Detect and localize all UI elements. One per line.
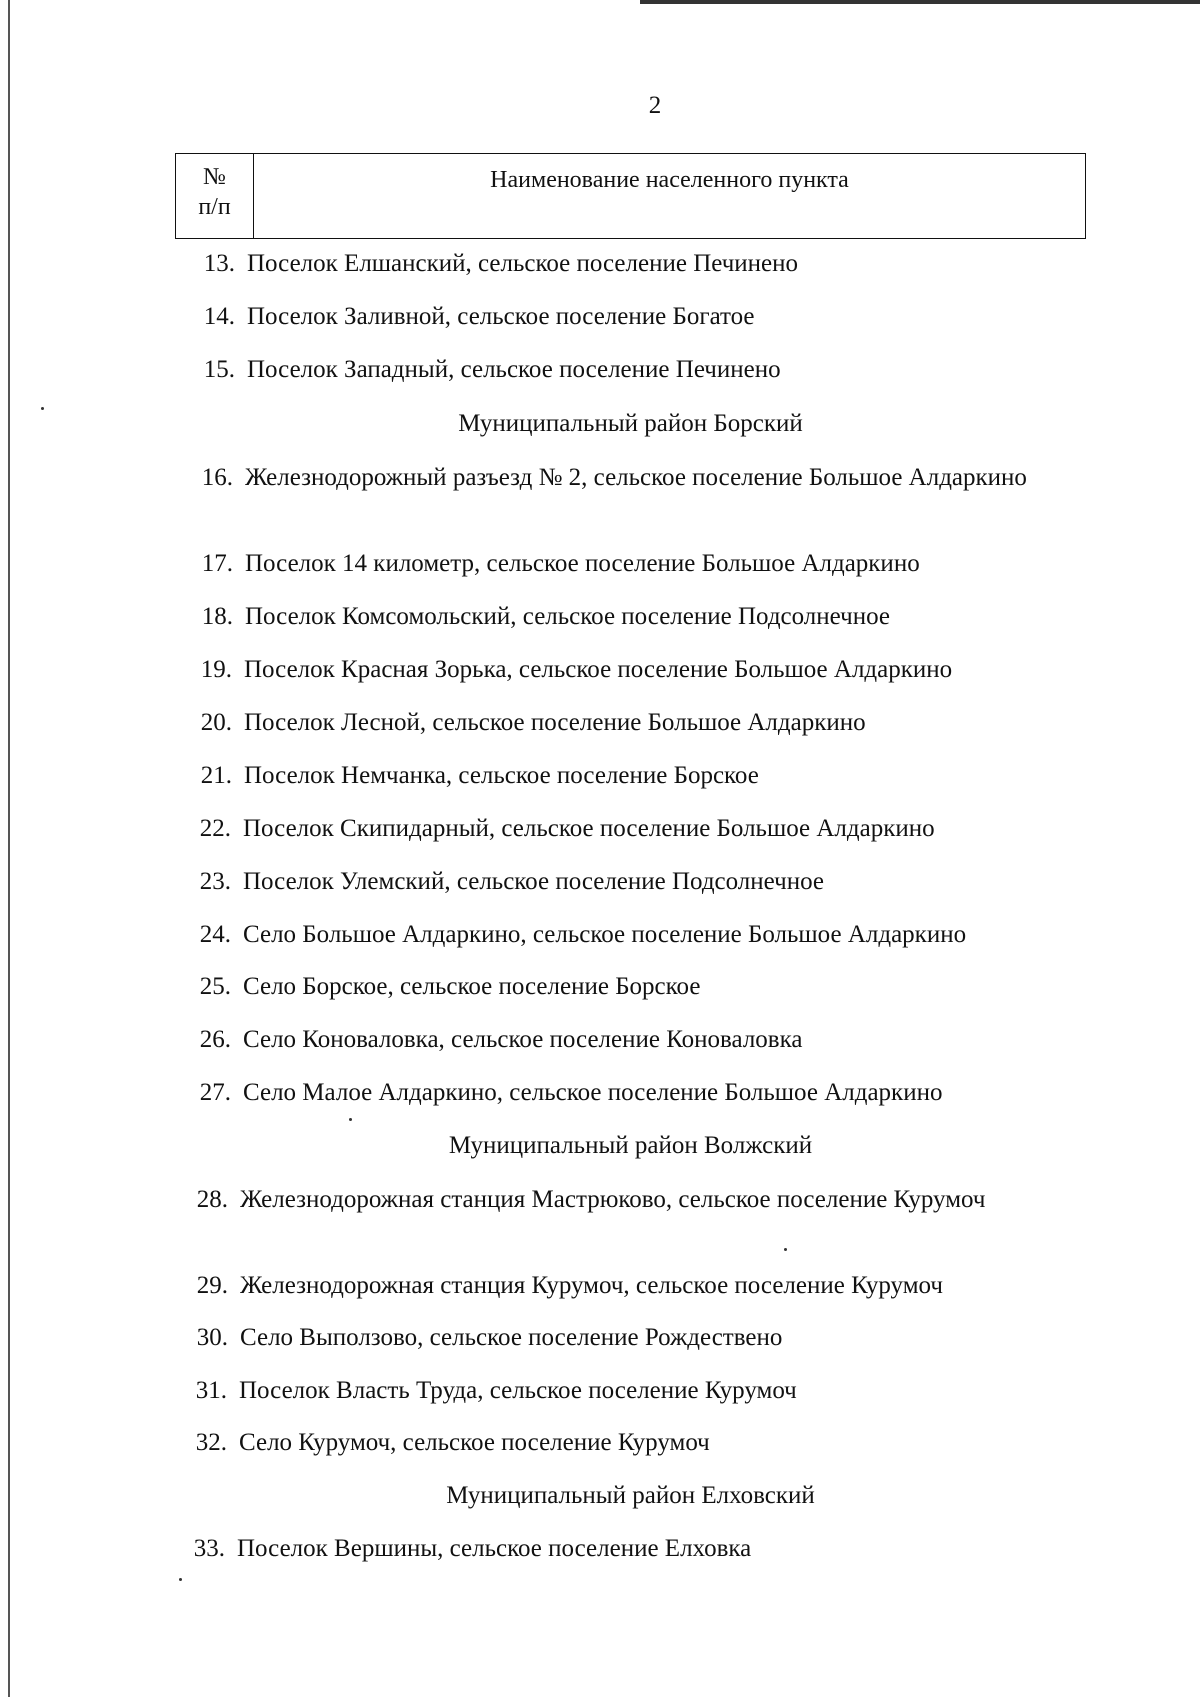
district-heading: Муниципальный район Волжский (448, 1132, 813, 1159)
item-number: 20. (200, 709, 232, 736)
item-number: 14. (203, 303, 235, 330)
list-item (187, 709, 1067, 736)
list-item (188, 603, 1068, 630)
item-number: 13. (203, 250, 235, 277)
item-text: Поселок Елшанский, сельское поселение Печинено (247, 250, 799, 277)
list-item (183, 1186, 1073, 1213)
list-item (182, 1429, 1062, 1456)
list-item (186, 868, 1066, 895)
item-text: Село Малое Алдаркино, сельское поселение Большое Алдаркино (243, 1079, 943, 1106)
item-text: Поселок Заливной, сельское поселение Богатое (247, 303, 755, 330)
item-text: Железнодорожная станция Курумоч, сельское поселение Курумоч (240, 1272, 943, 1299)
district-heading: Муниципальный район Борский (458, 410, 803, 437)
item-text: Поселок Западный, сельское поселение Печинено (247, 356, 781, 383)
item-text: Поселок Немчанка, сельское поселение Борское (244, 762, 759, 789)
scan-speck (41, 407, 44, 410)
item-text: Поселок Власть Труда, сельское поселение Курумоч (239, 1377, 797, 1404)
list-item (190, 250, 1070, 277)
list-item (180, 1535, 1060, 1562)
item-text: Поселок Улемский, сельское поселение Подсолнечное (243, 868, 824, 895)
list-item (190, 303, 1070, 330)
list-item (182, 1377, 1062, 1404)
list-item (186, 815, 1066, 842)
list-item (190, 356, 1070, 383)
item-number: 31. (195, 1377, 227, 1404)
item-number: 25. (199, 973, 231, 1000)
list-item (186, 1079, 1076, 1106)
item-number: 24. (199, 921, 231, 948)
item-number: 19. (200, 656, 232, 683)
item-text: Железнодорожная станция Мастрюково, сельское поселение Курумоч (240, 1186, 986, 1213)
item-text: Село Выползово, сельское поселение Рождествено (240, 1324, 783, 1351)
item-number: 28. (196, 1186, 228, 1213)
item-number: 23. (199, 868, 231, 895)
list-item (186, 1026, 1066, 1053)
list-item (188, 550, 1068, 577)
item-number: 15. (203, 356, 235, 383)
item-text: Поселок Скипидарный, сельское поселение Большое Алдаркино (243, 815, 935, 842)
list-item (188, 464, 1078, 491)
item-number: 17. (201, 550, 233, 577)
item-text: Поселок Красная Зорька, сельское поселение Большое Алдаркино (244, 656, 953, 683)
item-number: 33. (193, 1535, 225, 1562)
item-text: Село Коноваловка, сельское поселение Коноваловка (243, 1026, 803, 1053)
list-item (183, 1324, 1063, 1351)
item-text: Поселок 14 километр, сельское поселение Большое Алдаркино (245, 550, 920, 577)
item-text: Село Большое Алдаркино, сельское поселение Большое Алдаркино (243, 921, 967, 948)
item-text: Поселок Вершины, сельское поселение Елховка (237, 1535, 752, 1562)
list-item (183, 1272, 1073, 1299)
scan-speck (349, 1118, 352, 1121)
item-text: Поселок Лесной, сельское поселение Большое Алдаркино (244, 709, 866, 736)
item-number: 21. (200, 762, 232, 789)
page-number: 2 (648, 92, 662, 119)
item-number: 22. (199, 815, 231, 842)
list-item (187, 656, 1077, 683)
item-number: 16. (201, 464, 233, 491)
item-text: Село Борское, сельское поселение Борское (243, 973, 701, 1000)
column-header-name: Наименование населенного пункта (490, 167, 849, 193)
list-item (186, 921, 1086, 948)
list-item (186, 973, 1066, 1000)
item-number: 32. (195, 1429, 227, 1456)
item-number: 18. (201, 603, 233, 630)
scan-speck (179, 1578, 182, 1581)
item-number: 30. (196, 1324, 228, 1351)
item-text: Железнодорожный разъезд № 2, сельское поселение Большое Алдаркино (245, 464, 1027, 491)
column-header-number-abbrev: п/п (198, 194, 231, 220)
item-number: 26. (199, 1026, 231, 1053)
item-number: 29. (196, 1272, 228, 1299)
item-number: 27. (199, 1079, 231, 1106)
item-text: Село Курумоч, сельское поселение Курумоч (239, 1429, 710, 1456)
item-text: Поселок Комсомольский, сельское поселение Подсолнечное (245, 603, 890, 630)
column-header-number-symbol: № (203, 164, 226, 190)
district-heading: Муниципальный район Елховский (446, 1482, 815, 1509)
scan-speck (784, 1248, 787, 1251)
list-item (187, 762, 1067, 789)
